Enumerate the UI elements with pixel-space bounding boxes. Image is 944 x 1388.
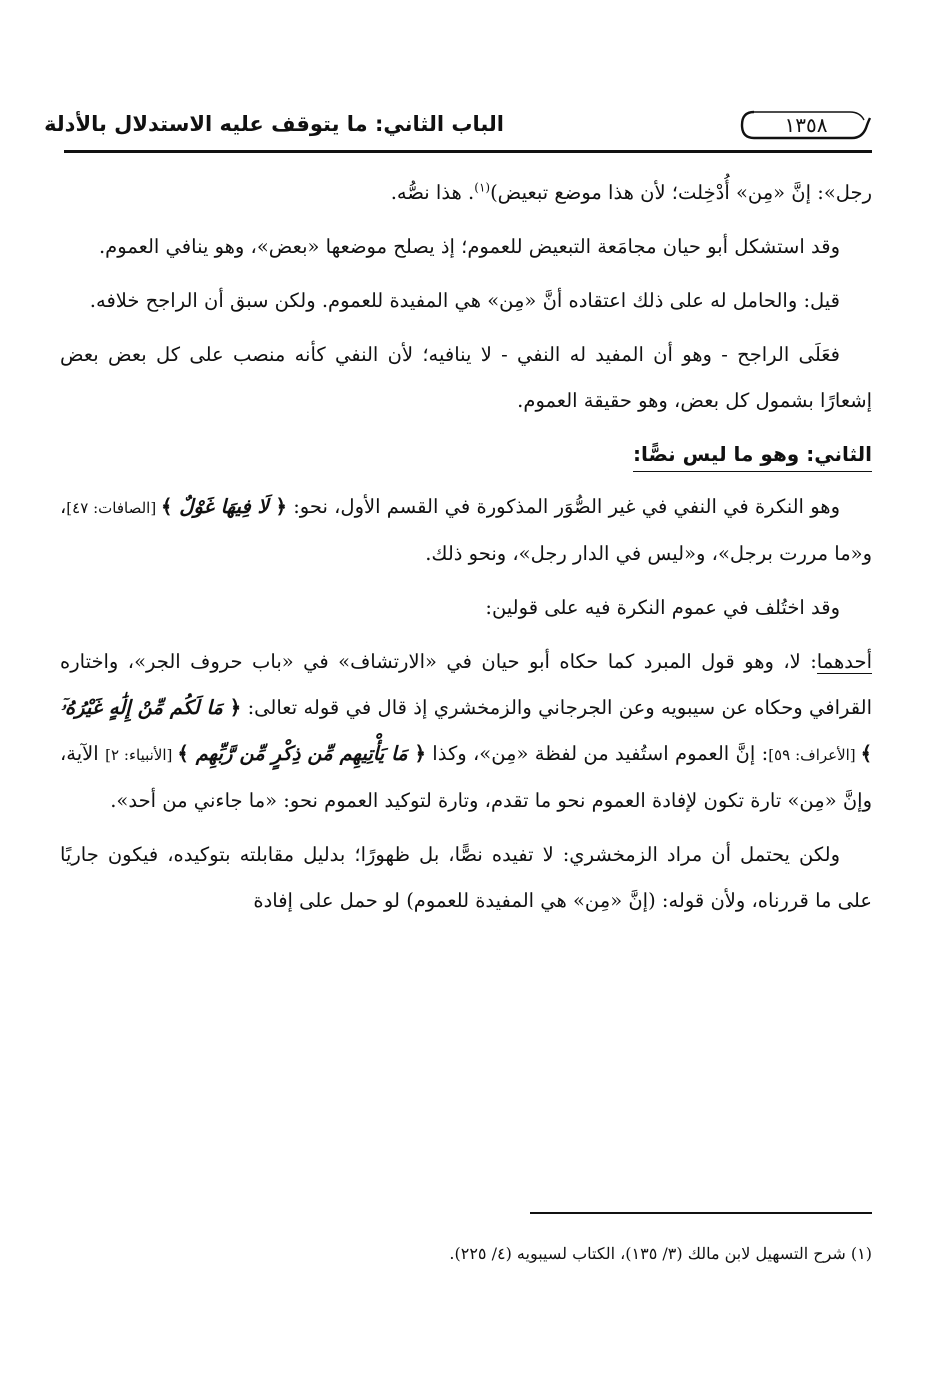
paragraph-6: وقد اختُلف في عموم النكرة فيه على قولين:	[485, 596, 840, 619]
running-title: الباب الثاني: ما يتوقف عليه الاستدلال بالأدلة	[44, 112, 504, 136]
paragraph-2: وقد استشكل أبو حيان مجامَعة التبعيض للعموم؛ إذ يصلح موضعها «بعض»، وهو ينافي العموم.	[98, 235, 840, 258]
page-number: ١٣٥٨	[784, 113, 828, 137]
paragraph-7-text-1: : لا، وهو قول المبرد كما حكاه أبو حيان في «الارتشاف» في «باب حروف الجر»، واختاره القرافي وحكاه عن سيبويه وعن الجرجاني والزمخشري إذ قال في قوله تعالى:	[60, 650, 872, 719]
page-header	[44, 100, 872, 156]
quran-verse: مَا لَكُم مِّنْ إِلَٰهٍ غَيْرُهُۥٓ	[60, 696, 230, 719]
paragraph-5	[60, 484, 872, 577]
paragraph-8: ولكن يحتمل أن مراد الزمخشري: لا تفيده نصًّا، بل ظهورًا؛ بدليل مقابلته بتوكيده، فيكون جاريًا على ما قررناه، ولأن قوله: (إنَّ «مِن» هي المفيدة للعموم) لو حمل على إفادة	[60, 843, 872, 912]
quran-close-bracket: ﴾	[161, 495, 173, 518]
footnotes	[60, 1240, 872, 1268]
paragraph-1	[60, 170, 872, 216]
paragraph-7	[60, 639, 872, 824]
footnote-reference: (١)	[474, 180, 491, 195]
footnote-rule	[530, 1212, 872, 1214]
section-heading-row	[60, 432, 872, 478]
paragraph-4: فعَلَى الراجح - وهو أن المفيد له النفي - لا ينافيه؛ لأن النفي كأنه منصب على كل بعض بعض إشعارًا بشمول كل بعض، وهو حقيقة العموم.	[60, 343, 872, 412]
paragraph-7-lead: أحدهما	[816, 650, 872, 673]
paragraph-7-text-3: الآية، وإنَّ «مِن» تارة تكون لإفادة العموم نحو ما تقدم، وتارة لتوكيد العموم نحو: «ما جاءني من أحد».	[60, 742, 872, 812]
verse-reference: [الصافات: ٤٧]	[66, 499, 162, 517]
quran-verse: لَا فِيهَا غَوْلٌ	[172, 495, 276, 518]
quran-open-bracket: ﴿	[275, 495, 287, 518]
verse-reference: [الأعراف: ٥٩]	[768, 746, 861, 764]
paragraph-5-end: ، و«ما مررت برجل»، و«ليس في الدار رجل»، ونحو ذلك.	[60, 495, 872, 565]
paragraph-1-text: رجل»: إنَّ «مِن» أُدْخِلت؛ لأن هذا موضع تبعيض)	[490, 181, 872, 204]
section-heading: الثاني: وهو ما ليس نصًّا:	[633, 437, 872, 472]
paragraph-3: قيل: والحامل له على ذلك اعتقاده أنَّ «مِن» هي المفيدة للعموم. ولكن سبق أن الراجح خلافه.	[89, 289, 840, 312]
paragraph-7-text-2: : إنَّ العموم استُفيد من لفظة «مِن»، وكذا	[425, 742, 769, 765]
quran-open-bracket: ﴿	[414, 742, 426, 765]
header-rule	[64, 150, 872, 153]
quran-open-bracket: ﴿	[229, 696, 242, 719]
page-number-badge	[740, 106, 872, 144]
quran-close-bracket: ﴾	[860, 742, 873, 765]
main-text	[60, 170, 872, 932]
paragraph-5-text: وهو النكرة في النفي في غير الصُّوَر المذكورة في القسم الأول، نحو:	[286, 495, 840, 518]
quran-close-bracket: ﴾	[177, 742, 189, 765]
footnote-1: (١) شرح التسهيل لابن مالك (٣/ ١٣٥)، الكتاب لسيبويه (٤/ ٢٢٥).	[449, 1244, 872, 1263]
paragraph-1-end: . هذا نصُّه.	[390, 181, 475, 204]
verse-reference: [الأنبياء: ٢]	[105, 746, 178, 764]
quran-verse: مَا يَأْتِيهِم مِّن ذِكْرٍ مِّن رَّبِّهِم	[188, 742, 415, 765]
